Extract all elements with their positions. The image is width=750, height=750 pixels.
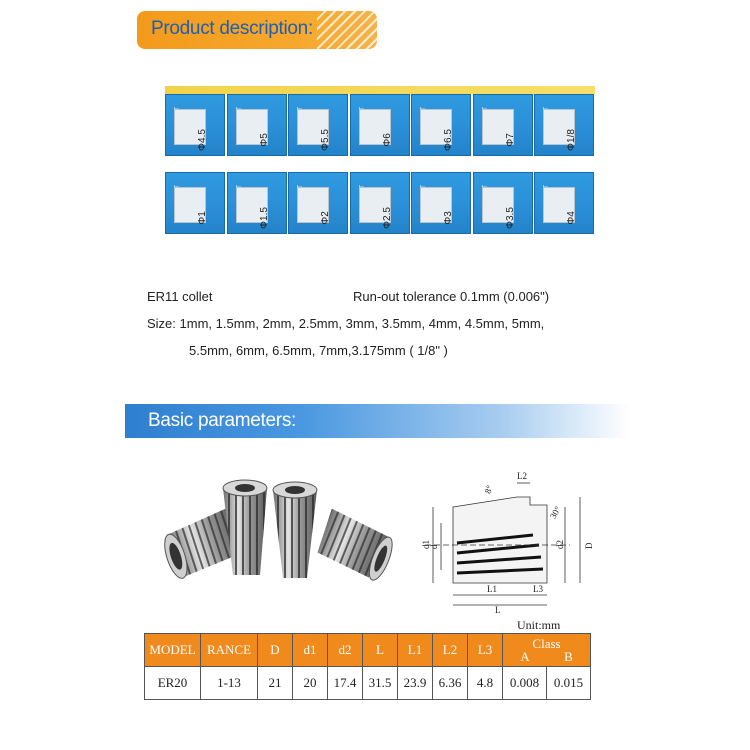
label-d1: d1: [421, 540, 431, 549]
collet-model: ER11 collet: [147, 289, 213, 304]
collet-box: [534, 172, 594, 234]
label-8deg: 8°: [482, 483, 495, 495]
collet-box-size: Φ1: [197, 211, 208, 225]
collet-box-label: [297, 187, 329, 223]
collet-box-size: Φ2.5: [381, 207, 393, 229]
label-d2: d2: [555, 540, 565, 549]
cell-d1: 20: [293, 667, 328, 700]
header-L1: L1: [398, 634, 433, 667]
header-class-b: B: [564, 649, 573, 664]
collet-box: [288, 172, 348, 234]
product-description-title: Product description:: [151, 18, 313, 39]
collet-box: [473, 172, 533, 234]
collet-box: [288, 94, 348, 156]
collet-boxes-photo: [165, 90, 595, 245]
collet-box: [165, 94, 225, 156]
label-d: d: [429, 544, 439, 549]
header-D: D: [258, 634, 293, 667]
collet-box-label: [359, 109, 391, 145]
collet-box-size: Φ7: [504, 133, 516, 147]
collet-box-label: [236, 187, 270, 229]
header-model: MODEL: [145, 634, 201, 667]
header-L3: L3: [468, 634, 503, 667]
collet-box-label: [297, 109, 331, 151]
collet-box: [411, 94, 471, 156]
cell-class-b: 0.015: [547, 667, 591, 700]
collet-box-label: [482, 109, 514, 145]
collet-box-size: Φ4.5: [197, 129, 208, 151]
label-l3: L3: [533, 584, 543, 594]
header-L2: L2: [433, 634, 468, 667]
table-row: [145, 667, 591, 700]
label-l: L: [495, 605, 501, 615]
size-list: Size: 1mm, 1.5mm, 2mm, 2.5mm, 3mm, 3.5mm, 4mm, 4.5mm, 5mm,: [147, 316, 545, 331]
collet-box: [227, 94, 287, 156]
unit-label: Unit:mm: [517, 618, 561, 632]
collet-box: [227, 172, 287, 234]
collet-box: [165, 172, 225, 234]
table-header-row: [145, 634, 591, 667]
collet-box: [350, 94, 410, 156]
parameters-table: [144, 633, 591, 700]
collet-box: [473, 94, 533, 156]
header-d2: d2: [328, 634, 363, 667]
collet-box-label: [420, 109, 454, 151]
collets-photo: [155, 470, 400, 585]
label-D: D: [584, 542, 594, 549]
collet-box-label: [359, 187, 393, 229]
label-l1: L1: [487, 584, 497, 594]
header-class-title: Class: [532, 636, 561, 651]
collet-box: [350, 172, 410, 234]
cell-class-a: 0.008: [503, 667, 547, 700]
collet-box-label: [482, 187, 516, 229]
header-class: [503, 634, 591, 667]
cell-L1: 23.9: [398, 667, 433, 700]
collet-box-label: [174, 109, 208, 151]
collet-right: [313, 509, 399, 583]
size-list-continued: 5.5mm, 6mm, 6.5mm, 7mm,3.175mm ( 1/8" ): [189, 343, 448, 358]
collet-technical-drawing: [405, 465, 605, 615]
collet-box-size: Φ3.5: [504, 207, 516, 229]
header-class-a: A: [520, 649, 530, 664]
label-30deg: 30°: [547, 504, 563, 521]
collet-box-size: Φ1.5: [258, 207, 270, 229]
collet-middle-1: [223, 480, 267, 575]
cell-rance: 1-13: [201, 667, 258, 700]
cell-L: 31.5: [363, 667, 398, 700]
cell-L3: 4.8: [468, 667, 503, 700]
collet-box-size: Φ1/8: [566, 129, 577, 151]
collet-box-size: Φ3: [443, 211, 454, 225]
cell-L2: 6.36: [433, 667, 468, 700]
collet-box-label: [543, 109, 577, 151]
collet-box-size: Φ4: [566, 211, 577, 225]
header-d1: d1: [293, 634, 328, 667]
collet-box-size: Φ5: [258, 133, 270, 147]
collet-middle-2: [273, 482, 317, 578]
collet-box-size: Φ6.5: [443, 129, 454, 151]
basic-parameters-banner: [125, 404, 630, 438]
cell-d2: 17.4: [328, 667, 363, 700]
collet-box-size: Φ2: [320, 211, 331, 225]
basic-parameters-title: Basic parameters:: [148, 410, 297, 431]
label-l2: L2: [517, 471, 527, 481]
runout-tolerance: Run-out tolerance 0.1mm (0.006"): [353, 289, 550, 304]
collet-box-label: [174, 187, 206, 223]
cell-D: 21: [258, 667, 293, 700]
cell-model: ER20: [145, 667, 201, 700]
header-L: L: [363, 634, 398, 667]
collet-box: [534, 94, 594, 156]
collet-box-label: [543, 187, 575, 223]
collet-box-size: Φ6: [381, 133, 393, 147]
collet-box-size: Φ5.5: [320, 129, 331, 151]
product-description-banner: [137, 11, 377, 49]
collet-box-label: [236, 109, 268, 145]
header-rance: RANCE: [201, 634, 258, 667]
collet-box: [411, 172, 471, 234]
stripe-decoration: [317, 11, 377, 49]
collet-box-label: [420, 187, 452, 223]
